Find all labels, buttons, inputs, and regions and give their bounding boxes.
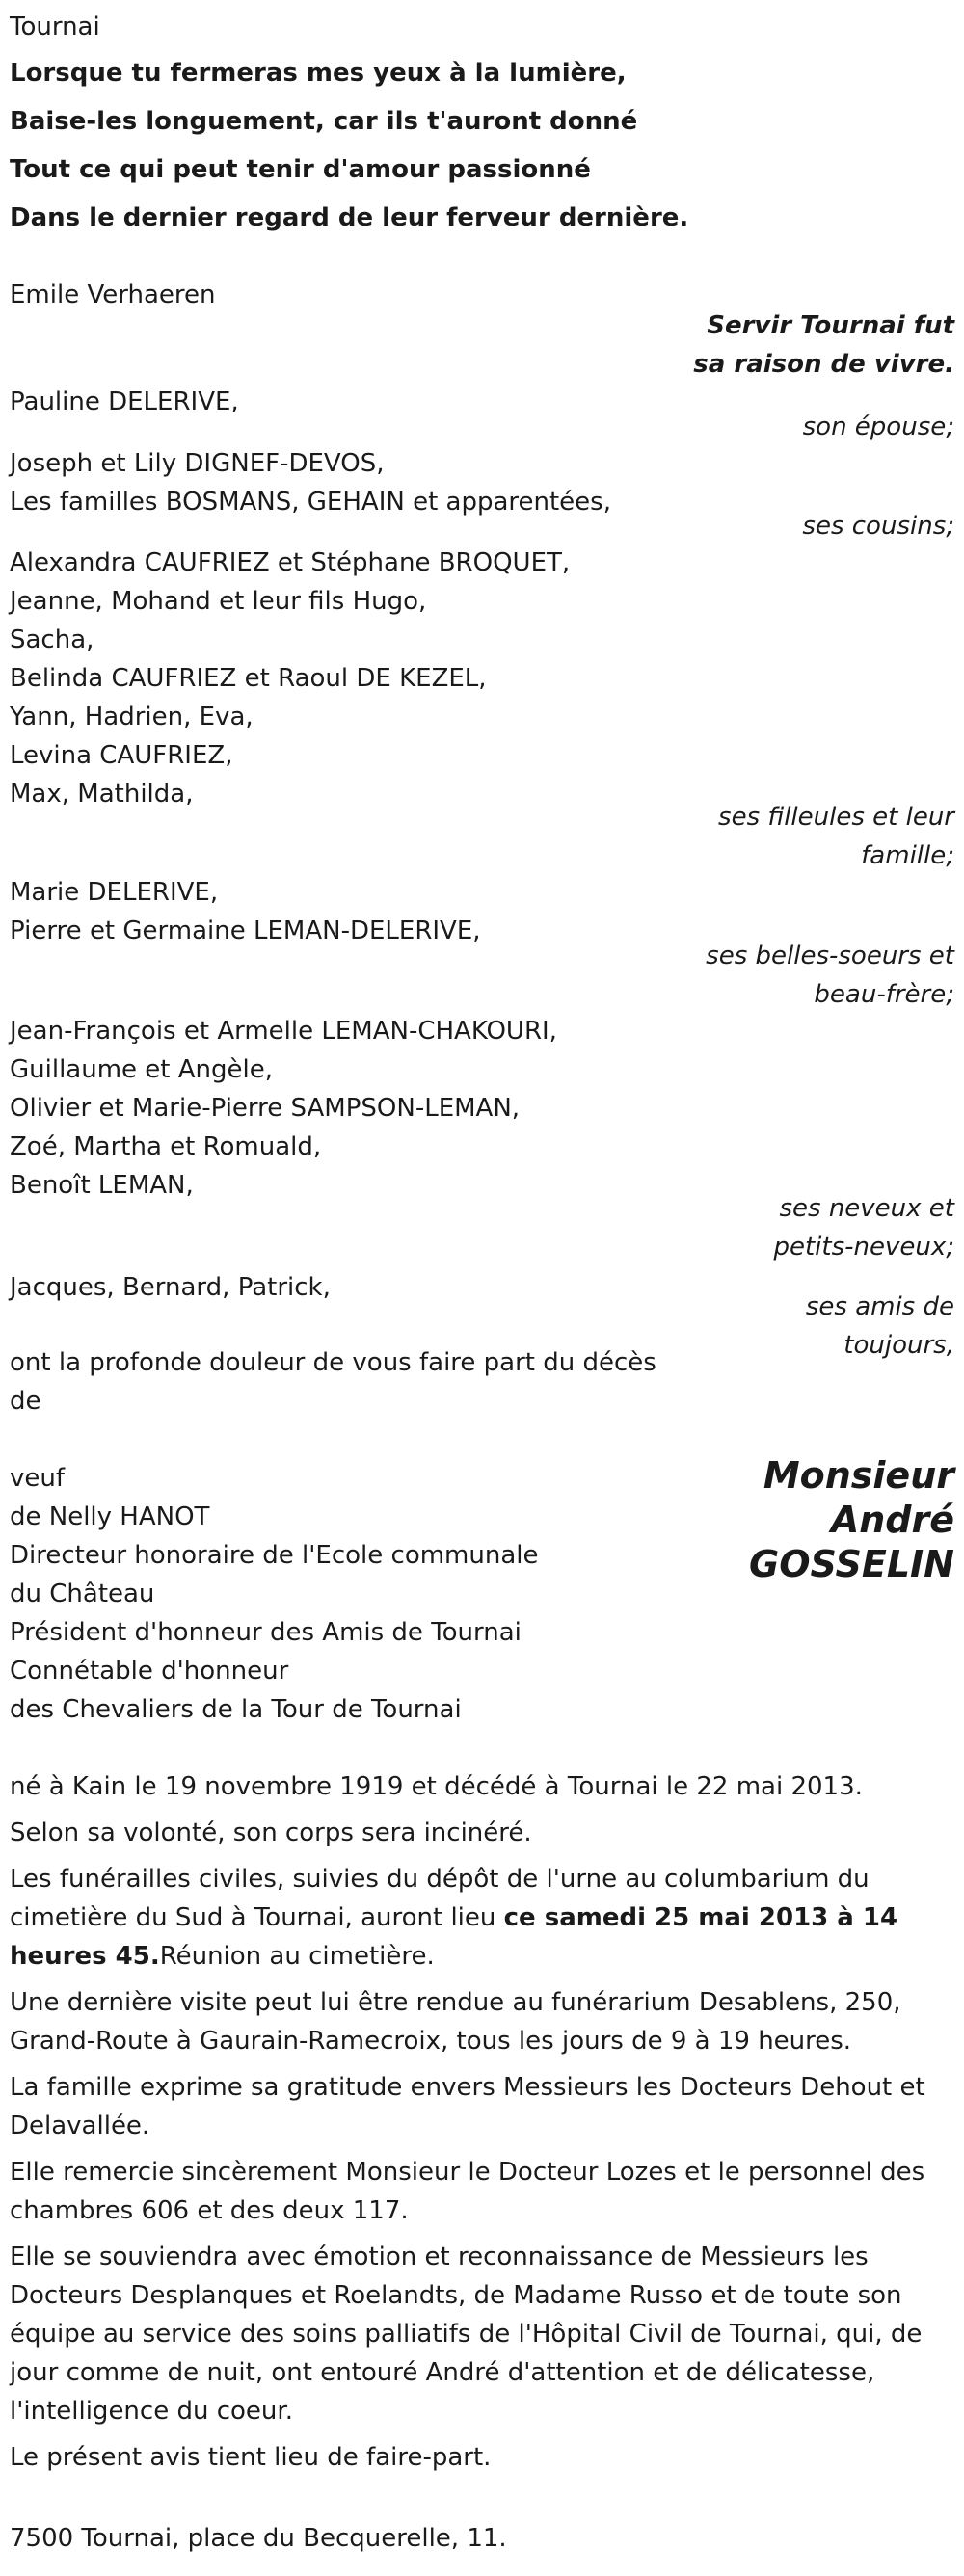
visit-line: Grand-Route à Gaurain-Ramecroix, tous les jours de 9 à 19 heures. — [10, 2027, 852, 2056]
cremation-line: Selon sa volonté, son corps sera incinéré. — [10, 1819, 532, 1847]
deceased-title: de Nelly HANOT — [10, 1502, 210, 1531]
funeral-line — [10, 1899, 897, 1937]
deceased-name-line: André — [830, 1499, 954, 1541]
thanks-line: Elle remercie sincèrement Monsieur le Docteur Lozes et le personnel des — [10, 2158, 925, 2187]
thanks-line: chambres 606 et des deux 117. — [10, 2196, 409, 2225]
family-name: Benoît LEMAN, — [10, 1171, 194, 1200]
family-relation: ses filleules et leur — [718, 803, 954, 832]
address-line: 7500 Tournai, place du Becquerelle, 11. — [10, 2524, 507, 2553]
poem-author: Emile Verhaeren — [10, 280, 216, 309]
funeral-time: heures 45. — [10, 1942, 160, 1971]
visit-line: Une dernière visite peut lui être rendue au funérarium Desablens, 250, — [10, 1988, 901, 2017]
deceased-title: Directeur honoraire de l'Ecole communale — [10, 1541, 539, 1570]
memory-line: équipe au service des soins palliatifs de l'Hôpital Civil de Tournai, qui, de — [10, 2320, 923, 2349]
poem-line: Baise-les longuement, car ils t'auront donné — [10, 107, 638, 136]
poem-line: Lorsque tu fermeras mes yeux à la lumière, — [10, 59, 627, 88]
family-name: Guillaume et Angèle, — [10, 1055, 273, 1084]
family-name: Levina CAUFRIEZ, — [10, 741, 233, 770]
poem-line: Tout ce qui peut tenir d'amour passionné — [10, 155, 591, 184]
city-label: Tournai — [10, 13, 100, 41]
funeral-text: Réunion au cimetière. — [159, 1942, 435, 1971]
family-name: Zoé, Martha et Romuald, — [10, 1132, 322, 1161]
funeral-line — [10, 1937, 435, 1976]
family-name: Jean-François et Armelle LEMAN-CHAKOURI, — [10, 1017, 557, 1046]
family-name: Pauline DELERIVE, — [10, 387, 239, 416]
funeral-text: cimetière du Sud à Tournai, auront lieu — [10, 1903, 504, 1932]
family-relation: ses amis de — [805, 1292, 954, 1321]
family-relation: famille; — [861, 841, 954, 870]
deceased-title: Connétable d'honneur — [10, 1657, 289, 1686]
memory-line: Docteurs Desplanques et Roelandts, de Madame Russo et de toute son — [10, 2281, 902, 2310]
family-name: Jeanne, Mohand et leur fils Hugo, — [10, 587, 427, 616]
deceased-title: des Chevaliers de la Tour de Tournai — [10, 1695, 462, 1724]
announcement-line: de — [10, 1387, 41, 1416]
family-name: Sacha, — [10, 625, 94, 654]
family-name: Les familles BOSMANS, GEHAIN et apparentées, — [10, 488, 611, 517]
family-name: Olivier et Marie-Pierre SAMPSON-LEMAN, — [10, 1094, 521, 1123]
memory-line: Elle se souviendra avec émotion et reconnaissance de Messieurs les — [10, 2243, 869, 2271]
deceased-name-line: Monsieur — [763, 1454, 954, 1497]
memory-line: l'intelligence du coeur. — [10, 2397, 293, 2426]
family-name: Belinda CAUFRIEZ et Raoul DE KEZEL, — [10, 664, 487, 693]
family-relation: ses cousins; — [802, 512, 954, 541]
family-relation: petits-neveux; — [773, 1233, 954, 1261]
funeral-date: ce samedi 25 mai 2013 à 14 — [503, 1903, 898, 1932]
family-relation: ses belles-soeurs et — [706, 942, 954, 970]
gratitude-line: Delavallée. — [10, 2111, 150, 2140]
motto-line: Servir Tournai fut — [707, 311, 954, 340]
family-name: Jacques, Bernard, Patrick, — [10, 1273, 331, 1302]
family-relation: ses neveux et — [779, 1194, 954, 1223]
announcement-line: ont la profonde douleur de vous faire part du décès — [10, 1348, 656, 1377]
poem-line: Dans le dernier regard de leur ferveur dernière. — [10, 203, 689, 232]
notice-line: Le présent avis tient lieu de faire-part. — [10, 2443, 492, 2472]
family-name: Max, Mathilda, — [10, 780, 194, 809]
gratitude-line: La famille exprime sa gratitude envers Messieurs les Docteurs Dehout et — [10, 2073, 925, 2102]
deceased-title: Président d'honneur des Amis de Tournai — [10, 1618, 522, 1647]
family-relation: toujours, — [844, 1331, 954, 1360]
family-relation: beau-frère; — [814, 980, 954, 1009]
family-name: Joseph et Lily DIGNEF-DEVOS, — [10, 449, 385, 478]
family-relation: son épouse; — [802, 412, 954, 441]
family-name: Marie DELERIVE, — [10, 878, 219, 907]
deceased-title: veuf — [10, 1464, 66, 1493]
funeral-line: Les funérailles civiles, suivies du dépôt de l'urne au columbarium du — [10, 1865, 870, 1894]
family-name: Yann, Hadrien, Eva, — [10, 703, 254, 731]
deceased-title: du Château — [10, 1580, 155, 1608]
motto-line: sa raison de vivre. — [693, 350, 954, 379]
memory-line: jour comme de nuit, ont entouré André d'attention et de délicatesse, — [10, 2358, 875, 2387]
birth-death-line: né à Kain le 19 novembre 1919 et décédé à Tournai le 22 mai 2013. — [10, 1772, 863, 1801]
family-name: Alexandra CAUFRIEZ et Stéphane BROQUET, — [10, 548, 571, 577]
deceased-name-line: GOSSELIN — [749, 1543, 954, 1585]
family-name: Pierre et Germaine LEMAN-DELERIVE, — [10, 916, 481, 945]
